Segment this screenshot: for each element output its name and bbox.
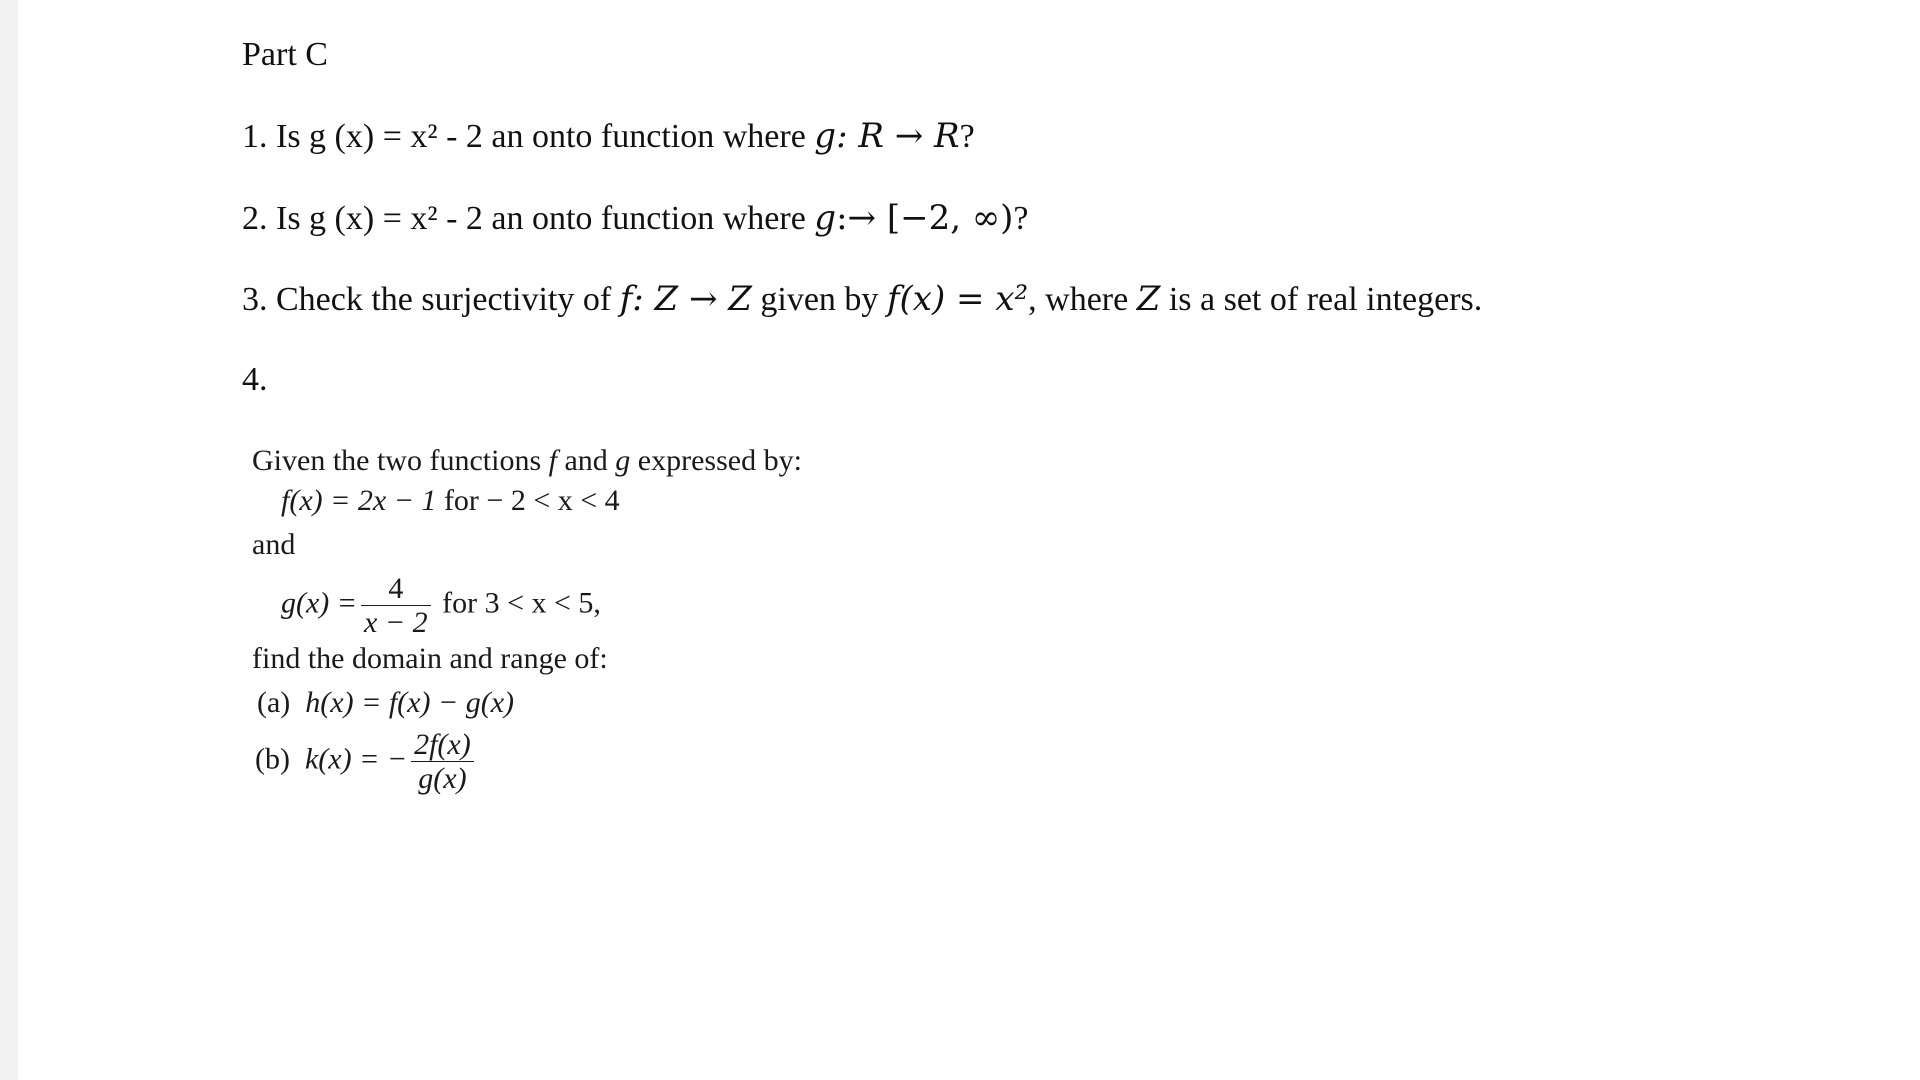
question-text: is a set of real integers.	[1160, 281, 1483, 318]
question-text: Check the surjectivity of	[267, 281, 620, 318]
g-numerator: 4	[361, 572, 431, 606]
question-2	[242, 198, 1029, 238]
f-expression: f(x) = 2x − 1	[281, 484, 437, 517]
intro-and: and	[556, 444, 616, 477]
part-b-numerator: 2f(x)	[411, 728, 474, 762]
g-definition	[281, 572, 601, 639]
question-number: 1.	[242, 118, 268, 155]
intro-text-end: expressed by:	[630, 444, 802, 477]
question-number: 4.	[242, 361, 268, 398]
g-lhs: g(x) =	[281, 586, 358, 620]
question-number: 3.	[242, 281, 268, 318]
f-definition	[281, 484, 620, 518]
question-3	[242, 279, 1482, 319]
part-a-label: (a)	[257, 686, 291, 719]
part-a-expression: h(x) = f(x) − g(x)	[305, 686, 515, 719]
question-1	[242, 116, 975, 156]
question-end: ?	[959, 118, 975, 155]
find-instruction: find the domain and range of:	[252, 642, 608, 675]
intro-text: Given the two functions	[252, 444, 549, 477]
question-4	[242, 361, 268, 399]
question-text: Is g (x) = x² - 2 an onto function where	[267, 118, 815, 155]
and-label: and	[252, 528, 296, 561]
document-page	[18, 0, 1920, 1080]
math-g: g	[814, 198, 837, 238]
question-number: 2.	[242, 200, 268, 237]
intro-g: g	[615, 444, 631, 477]
part-heading: Part C	[242, 36, 328, 73]
part-b-denominator: g(x)	[418, 762, 467, 795]
part-a	[257, 686, 514, 720]
f-condition: for − 2 < x < 4	[436, 484, 620, 517]
math-mapping: : R → R	[836, 116, 960, 156]
part-b	[255, 728, 478, 804]
part-b-fraction	[411, 728, 474, 795]
part-b-lhs: k(x) = −	[304, 742, 408, 776]
question-text: given by	[751, 281, 887, 318]
intro-f: f	[548, 444, 557, 477]
math-g: g	[814, 116, 837, 156]
question-text: Is g (x) = x² - 2 an onto function where	[267, 200, 815, 237]
scanned-intro	[252, 444, 802, 478]
math-mapping: :→ [−2, ∞)	[836, 198, 1014, 238]
math-set-z: Z	[1136, 279, 1161, 319]
math-function-definition: f(x) = x²	[886, 279, 1029, 319]
question-text: , where	[1028, 281, 1137, 318]
g-condition: for 3 < x < 5,	[434, 586, 601, 620]
question-end: ?	[1013, 200, 1029, 237]
math-function-mapping: f: Z → Z	[619, 279, 752, 319]
part-b-label: (b)	[255, 742, 290, 776]
g-fraction	[361, 572, 431, 639]
g-denominator: x − 2	[364, 606, 428, 639]
